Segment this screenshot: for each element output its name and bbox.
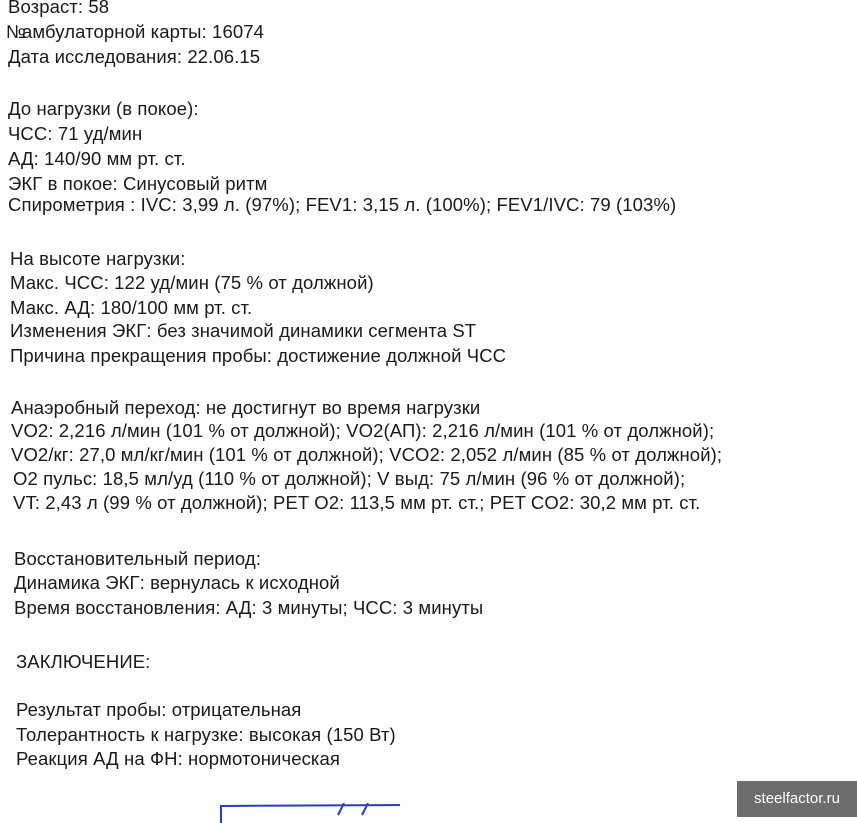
conclusion-title: ЗАКЛЮЧЕНИЕ: [16, 651, 151, 672]
gas-line-2: VO2/кг: 27,0 мл/кг/мин (101 % от должной); VCO2: 2,052 л/мин (85 % от должной); [11, 444, 723, 465]
patient-age: Возраст: 58 [8, 0, 110, 17]
conclusion-result: Результат пробы: отрицательная [16, 699, 302, 720]
peak-max-bp: Макс. АД: 180/100 мм рт. ст. [10, 297, 253, 318]
card-number-text: амбулаторной карты: 16074 [22, 21, 264, 42]
recovery-title: Восстановительный период: [14, 548, 261, 569]
peak-title: На высоте нагрузки: [10, 248, 186, 269]
card-number [8, 21, 264, 43]
card-number-sign: № [6, 21, 26, 42]
gas-line-3: O2 пульс: 18,5 мл/уд (110 % от должной); V выд: 75 л/мин (96 % от должной); [13, 468, 686, 489]
recovery-ecg: Динамика ЭКГ: вернулась к исходной [14, 572, 340, 593]
stamp-border-line [220, 805, 400, 806]
peak-max-hr: Макс. ЧСС: 122 уд/мин (75 % от должной) [10, 272, 374, 293]
peak-ecg-changes: Изменения ЭКГ: без значимой динамики сегмента ST [10, 320, 477, 341]
rest-ecg: ЭКГ в покое: Синусовый ритм [8, 173, 268, 194]
rest-hr: ЧСС: 71 уд/мин [8, 123, 143, 144]
conclusion-tolerance: Толерантность к нагрузке: высокая (150 Вт) [16, 724, 396, 745]
rest-spirometry: Спирометрия : IVC: 3,99 л. (97%); FEV1: 3,15 л. (100%); FEV1/IVC: 79 (103%) [8, 194, 677, 215]
site-watermark: steelfactor.ru [737, 781, 857, 817]
stamp-fragment [220, 803, 400, 823]
rest-bp: АД: 140/90 мм рт. ст. [8, 148, 186, 169]
recovery-time: Время восстановления: АД: 3 минуты; ЧСС: 3 минуты [14, 597, 484, 618]
conclusion-bp-reaction: Реакция АД на ФН: нормотоническая [16, 748, 341, 769]
gas-line-1: VO2: 2,216 л/мин (101 % от должной); VO2(АП): 2,216 л/мин (101 % от должной); [11, 420, 715, 441]
gas-anaerobic: Анаэробный переход: не достигнут во время нагрузки [11, 397, 481, 418]
gas-line-4: VT: 2,43 л (99 % от должной); PET O2: 113,5 мм рт. ст.; PET CO2: 30,2 мм рт. ст. [13, 492, 701, 513]
rest-title: До нагрузки (в покое): [8, 98, 199, 119]
peak-stop-reason: Причина прекращения пробы: достижение должной ЧСС [10, 345, 507, 366]
study-date: Дата исследования: 22.06.15 [8, 46, 261, 67]
